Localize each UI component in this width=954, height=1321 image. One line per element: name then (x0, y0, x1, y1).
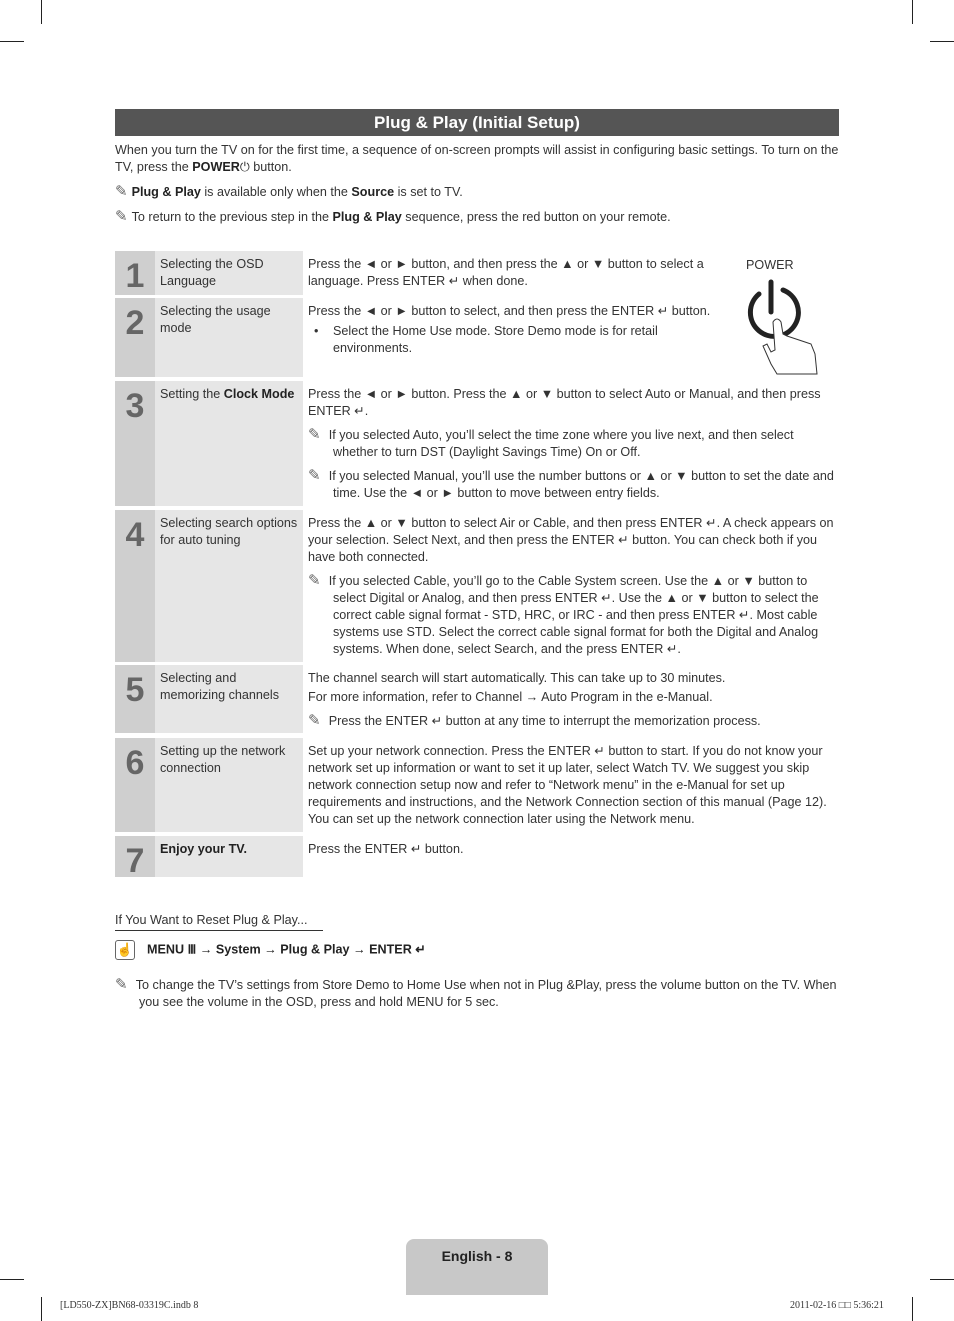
step-label: Selecting and memorizing channels (155, 665, 303, 733)
crop-mark (930, 1279, 954, 1280)
pencil-note-icon: ✎ (308, 426, 325, 443)
crop-mark (912, 1297, 913, 1321)
reset-menu-path: ☝ MENU Ⅲ → System → Plug & Play → ENTER ↵ (115, 940, 426, 960)
pencil-note-icon: ✎ (115, 183, 128, 200)
remote-hand-icon: ☝ (115, 940, 135, 960)
step-row (115, 665, 839, 733)
pencil-note-icon: ✎ (115, 208, 128, 225)
power-button-hand-icon (743, 278, 823, 378)
crop-mark (0, 1279, 24, 1280)
step-description: The channel search will start automatically. This can take up to 30 minutes. For more information, refer to Channel → Auto Program in the e-Manual. ✎ Press the ENTER ↵ button at any time to interrupt the memorization process. (308, 665, 839, 733)
reset-note: ✎ To change the TV’s settings from Store Demo to Home Use when not in Plug &Play, press the volume button on the TV. When you see the volume in the OSD, press and hold MENU for 5 sec. (115, 976, 837, 1009)
step-row (115, 298, 839, 377)
intro-text (115, 142, 839, 233)
crop-mark (930, 41, 954, 42)
pencil-note-icon: ✎ (308, 712, 325, 729)
step-number: 3 (115, 381, 155, 506)
crop-mark (912, 0, 913, 24)
step-label: Selecting the usage mode (155, 298, 303, 377)
section-title: Plug & Play (Initial Setup) (115, 109, 839, 136)
crop-mark (41, 0, 42, 24)
step-number: 6 (115, 738, 155, 832)
step-description: Press the ENTER ↵ button. (308, 842, 464, 856)
power-label: POWER (746, 258, 794, 272)
step-description: Press the ▲ or ▼ button to select Air or Cable, and then press ENTER ↵. A check appears on your selection. Select Next, and then press the ENTER ↵ button. You can check both if you have both connected. ✎ If you selected Cable, you’ll go to the Cable System screen. Use the ▲ or ▼ button to select Digital or Analog, and then press ENTER ↵. Use the ▲ or ▼ button to select the correct cable signal format - STD, HRC, or IRC - and then press ENTER ↵. Most cable systems use STD. Select the correct cable signal format for both the Digital and Analog systems. When done, select Search, and the press ENTER ↵. (308, 510, 839, 662)
step-note: ✎ If you selected Manual, you’ll use the number buttons or ▲ or ▼ button to set the date and time. Use the ◄ or ► button to move between entry fields. (308, 467, 834, 500)
step-label: Setting the Clock Mode (155, 381, 303, 506)
power-icon: ⏻ (239, 160, 250, 174)
pencil-note-icon: ✎ (115, 976, 132, 993)
step-note: ✎ If you selected Cable, you’ll go to the Cable System screen. Use the ▲ or ▼ button to select Digital or Analog, and then press ENTER ↵. Use the ▲ or ▼ button to select the correct cable signal format - STD, HRC, or IRC - and then press ENTER ↵. Most cable systems use STD. Select the correct cable signal format for both the Digital and Analog systems. When done, select Search, and the press ENTER ↵. (308, 572, 819, 656)
step-row (115, 738, 839, 832)
note-return-step: ✎ To return to the previous step in the Plug & Play sequence, press the red button on your remote. (115, 208, 671, 225)
step-number: 7 (115, 836, 155, 877)
step-row (115, 510, 839, 662)
step-row (115, 381, 839, 506)
step-number: 1 (115, 251, 155, 295)
step-label: Selecting search options for auto tuning (155, 510, 303, 662)
pencil-note-icon: ✎ (308, 467, 325, 484)
step-row (115, 251, 839, 295)
step-description: Press the ◄ or ► button. Press the ▲ or ▼ button to select Auto or Manual, and then press ENTER ↵. ✎ If you selected Auto, you’ll select the time zone where you live next, and then select whether to turn DST (Daylight Savings Time) On or Off. ✎ If you selected Manual, you’ll use the number buttons or ▲ or ▼ button to set the date and time. Use the ◄ or ► button to move between entry fields. (308, 381, 839, 506)
step-description: Set up your network connection. Press the ENTER ↵ button to start. If you do not know your network set up information or want to set it up later, select Watch TV. We suggest you skip network connection setup now and refer to “Network menu” in the e-Manual for set up requirements and instructions, and the Network Connection section of this manual (Page 12). You can set up the network connection later using the Network menu. (308, 744, 827, 826)
step-note: ✎ Press the ENTER ↵ button at any time to interrupt the memorization process. (308, 712, 761, 729)
step-label: Enjoy your TV. (155, 836, 303, 877)
crop-mark (0, 41, 24, 42)
step-description: Press the ◄ or ► button to select, and then press the ENTER ↵ button. • Select the Home Use mode. Store Demo mode is for retail environments. (308, 298, 719, 377)
step-label: Selecting the OSD Language (155, 251, 303, 295)
intro-paragraph: When you turn the TV on for the first time, a sequence of on-screen prompts will assist in configuring basic settings. To turn on the TV, press the POWER⏻ button. (115, 143, 839, 174)
step-number: 4 (115, 510, 155, 662)
pencil-note-icon: ✎ (308, 572, 325, 589)
step-note: ✎ If you selected Auto, you’ll select the time zone where you live next, and then select whether to turn DST (Daylight Savings Time) On or Off. (308, 426, 794, 459)
step-number: 5 (115, 665, 155, 733)
page-number-tab: English - 8 (406, 1239, 548, 1295)
step-number: 2 (115, 298, 155, 377)
reset-heading: If You Want to Reset Plug & Play... (115, 913, 323, 931)
bullet-item: • Select the Home Use mode. Store Demo mode is for retail environments. (308, 323, 719, 357)
file-name: [LD550-ZX]BN68-03319C.indb 8 (60, 1300, 199, 1311)
print-timestamp: 2011-02-16 □□ 5:36:21 (790, 1300, 884, 1311)
step-row (115, 836, 839, 880)
note-plug-and-play: ✎ Plug & Play is available only when the Source is set to TV. (115, 183, 463, 200)
step-label: Setting up the network connection (155, 738, 303, 832)
step-description: Press the ◄ or ► button, and then press the ▲ or ▼ button to select a language. Press ENTER ↵ when done. (308, 257, 704, 288)
crop-mark (41, 1297, 42, 1321)
